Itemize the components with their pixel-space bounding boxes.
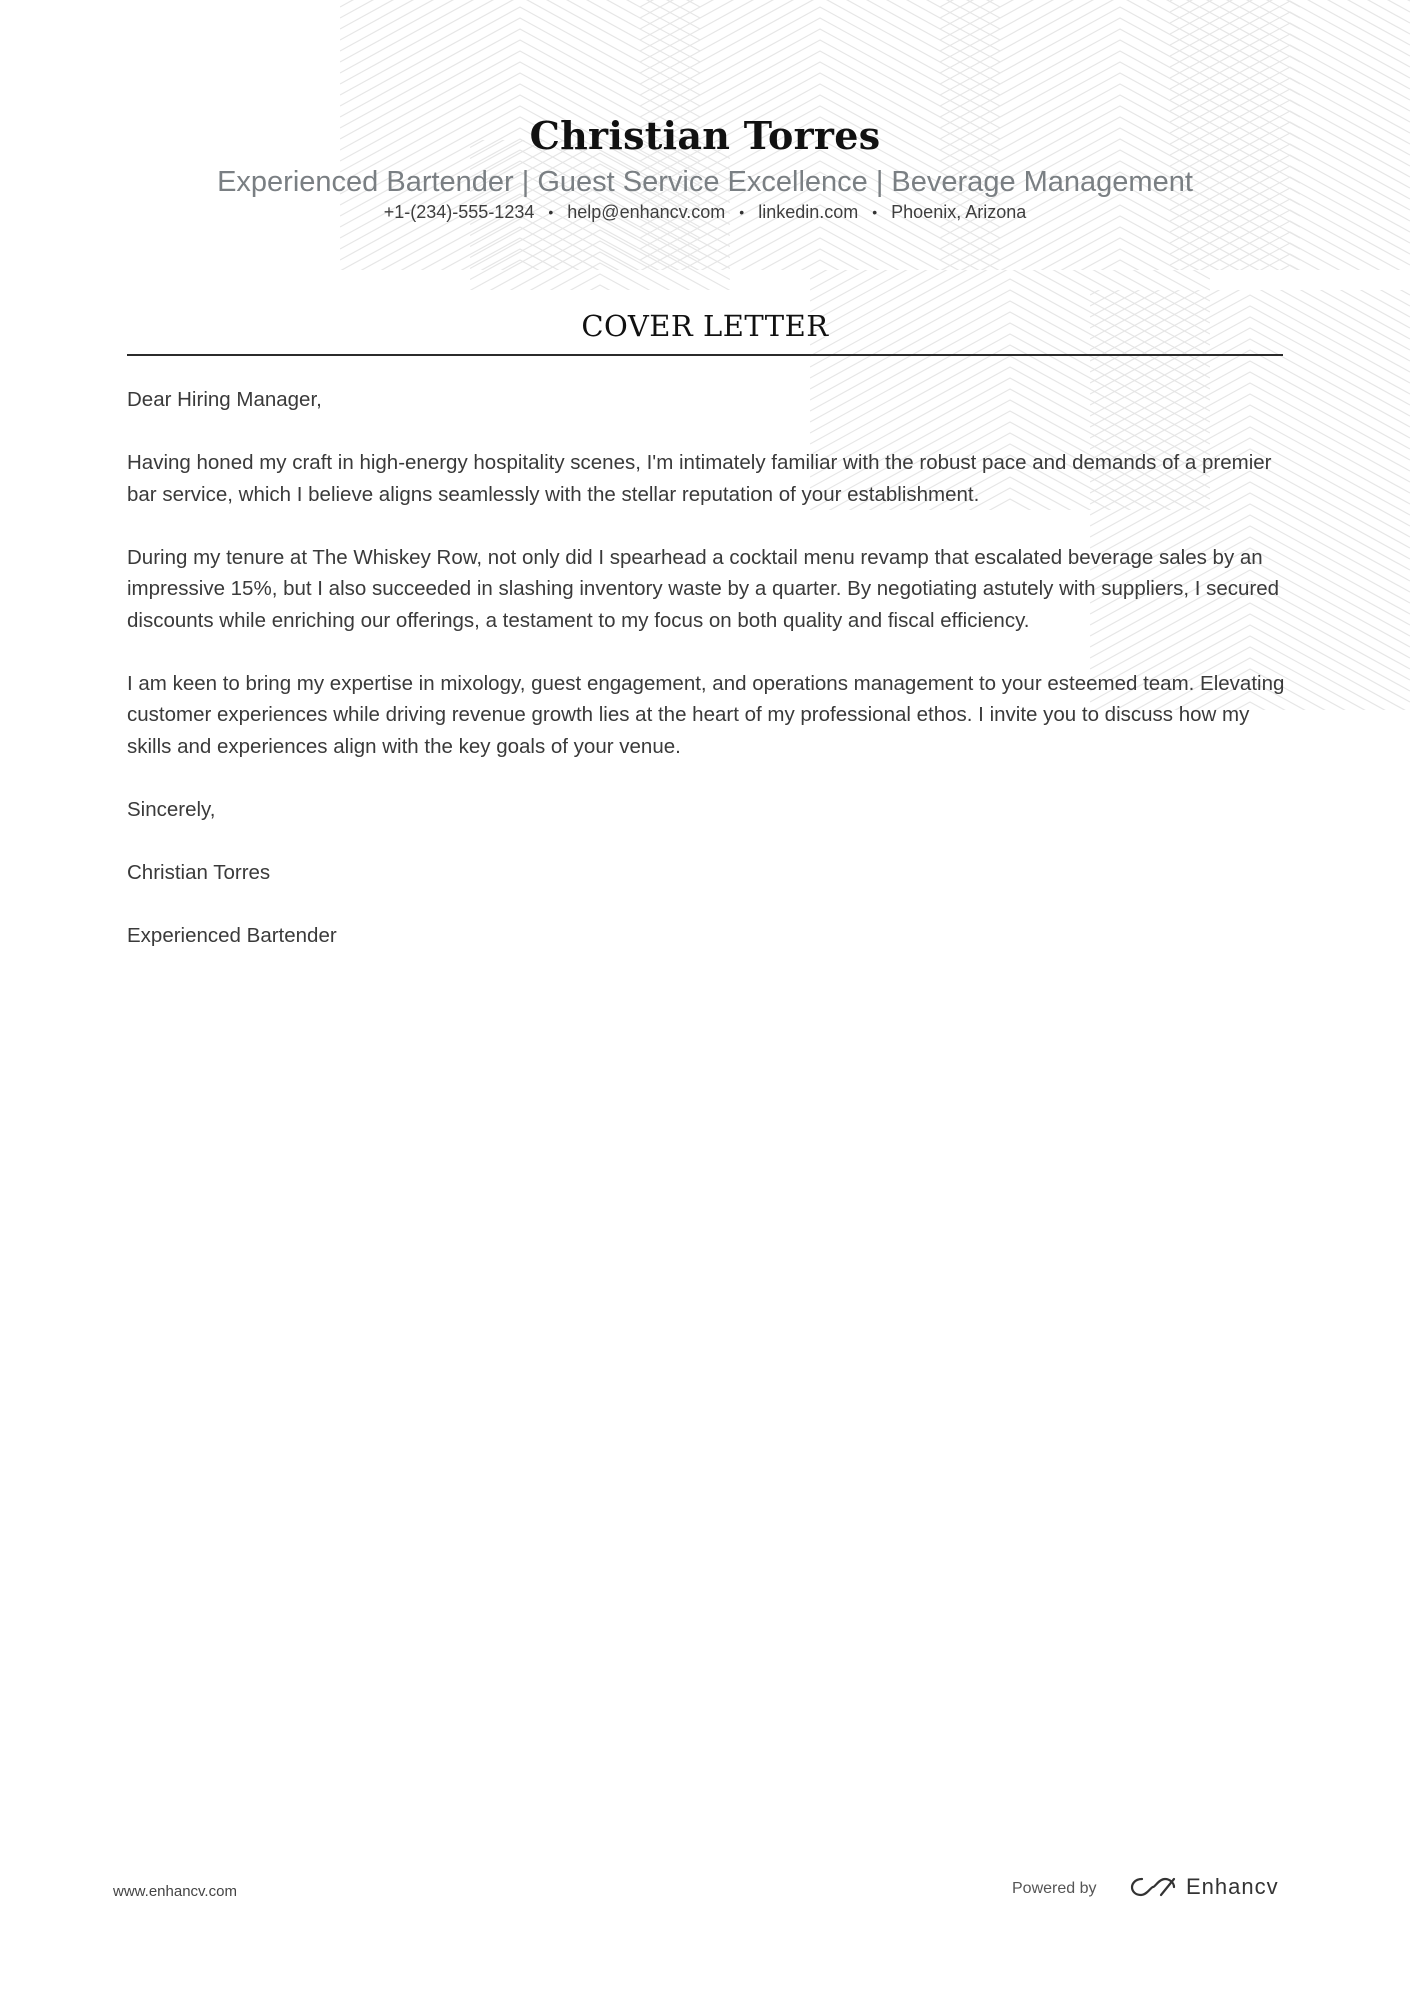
contact-phone: +1-(234)-555-1234 [383,202,535,222]
contact-email: help@enhancv.com [567,202,726,222]
letter-paragraph: I am keen to bring my expertise in mixology, guest engagement, and operations management to your esteemed team. Elevating customer experiences while driving revenue growth lies at the heart of my professional ethos. I invite you to discuss how my skills and experiences align with the key goals of your venue. [127,671,1285,758]
contact-line [0,200,1410,224]
section-title: COVER LETTER [581,309,829,343]
header [0,112,1410,224]
enhancv-brand [1130,1874,1279,1900]
candidate-subtitle: Experienced Bartender | Guest Service Excellence | Beverage Management [217,166,1193,198]
letter-closing: Sincerely, [127,797,216,821]
contact-separator: • [872,204,878,220]
footer-url: www.enhancv.com [113,1883,237,1900]
enhancv-logo-icon [1130,1875,1176,1899]
letter-greeting: Dear Hiring Manager, [127,388,322,411]
contact-linkedin: linkedin.com [758,202,859,222]
signature-name: Christian Torres [127,860,271,884]
contact-separator: • [739,204,745,220]
section-divider [127,354,1283,356]
letter-body [127,384,1287,983]
candidate-name: Christian Torres [529,113,881,158]
powered-by-label: Powered by [1012,1880,1097,1897]
brand-name: Enhancv [1186,1874,1279,1899]
contact-separator: • [548,204,554,220]
letter-paragraph: Having honed my craft in high-energy hospitality scenes, I'm intimately familiar with the robust pace and demands of a premier bar service, which I believe aligns seamlessly with the stellar reputation of your establishment. [127,451,1272,506]
letter-paragraph: During my tenure at The Whiskey Row, not only did I spearhead a cocktail menu revamp that escalated beverage sales by an impressive 15%, but I also succeeded in slashing inventory waste by a quarter. By negotiating astutely with suppliers, I secured discounts while enriching our offerings, a testament to my focus on both quality and fiscal efficiency. [127,545,1280,632]
signature-title: Experienced Bartender [127,923,337,947]
contact-location: Phoenix, Arizona [891,202,1027,222]
